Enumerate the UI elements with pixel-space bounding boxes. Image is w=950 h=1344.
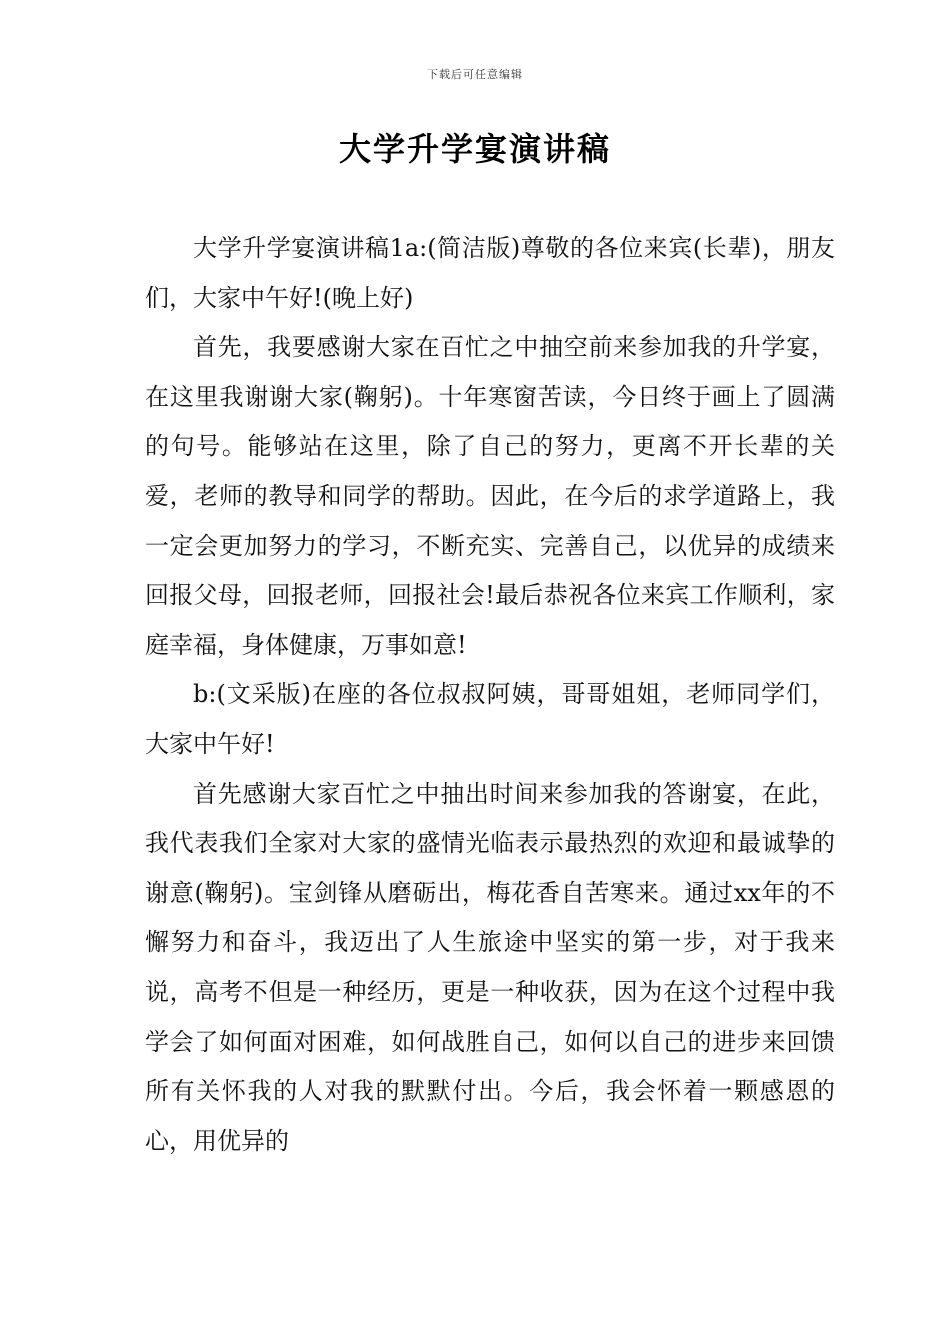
paragraph: 大学升学宴演讲稿1a:(简洁版)尊敬的各位来宾(长辈)，朋友们，大家中午好!(晚上好) <box>145 234 835 312</box>
document-title: 大学升学宴演讲稿 <box>338 130 611 168</box>
document-body <box>145 224 835 1166</box>
header-note: 下载后可任意编辑 <box>427 68 523 81</box>
paragraph: 首先感谢大家百忙之中抽出时间来参加我的答谢宴，在此，我代表我们全家对大家的盛情光临表示最热烈的欢迎和最诚挚的谢意(鞠躬)。宝剑锋从磨砺出，梅花香自苦寒来。通过xx年的不懈努力和奋斗，我迈出了人生旅途中坚实的第一步，对于我来说，高考不但是一种经历，更是一种收获，因为在这个过程中我学会了如何面对困难，如何战胜自己，如何以自己的进步来回馈所有关怀我的人对我的默默付出。今后，我会怀着一颗感恩的心，用优异的 <box>145 779 835 1155</box>
paragraph: b:(文采版)在座的各位叔叔阿姨，哥哥姐姐，老师同学们，大家中午好! <box>145 680 835 758</box>
paragraph: 首先，我要感谢大家在百忙之中抽空前来参加我的升学宴，在这里我谢谢大家(鞠躬)。十年寒窗苦读，今日终于画上了圆满的句号。能够站在这里，除了自己的努力，更离不开长辈的关爱，老师的教导和同学的帮助。因此，在今后的求学道路上，我一定会更加努力的学习，不断充实、完善自己，以优异的成绩来回报父母，回报老师，回报社会!最后恭祝各位来宾工作顺利，家庭幸福，身体健康，万事如意! <box>145 333 835 659</box>
